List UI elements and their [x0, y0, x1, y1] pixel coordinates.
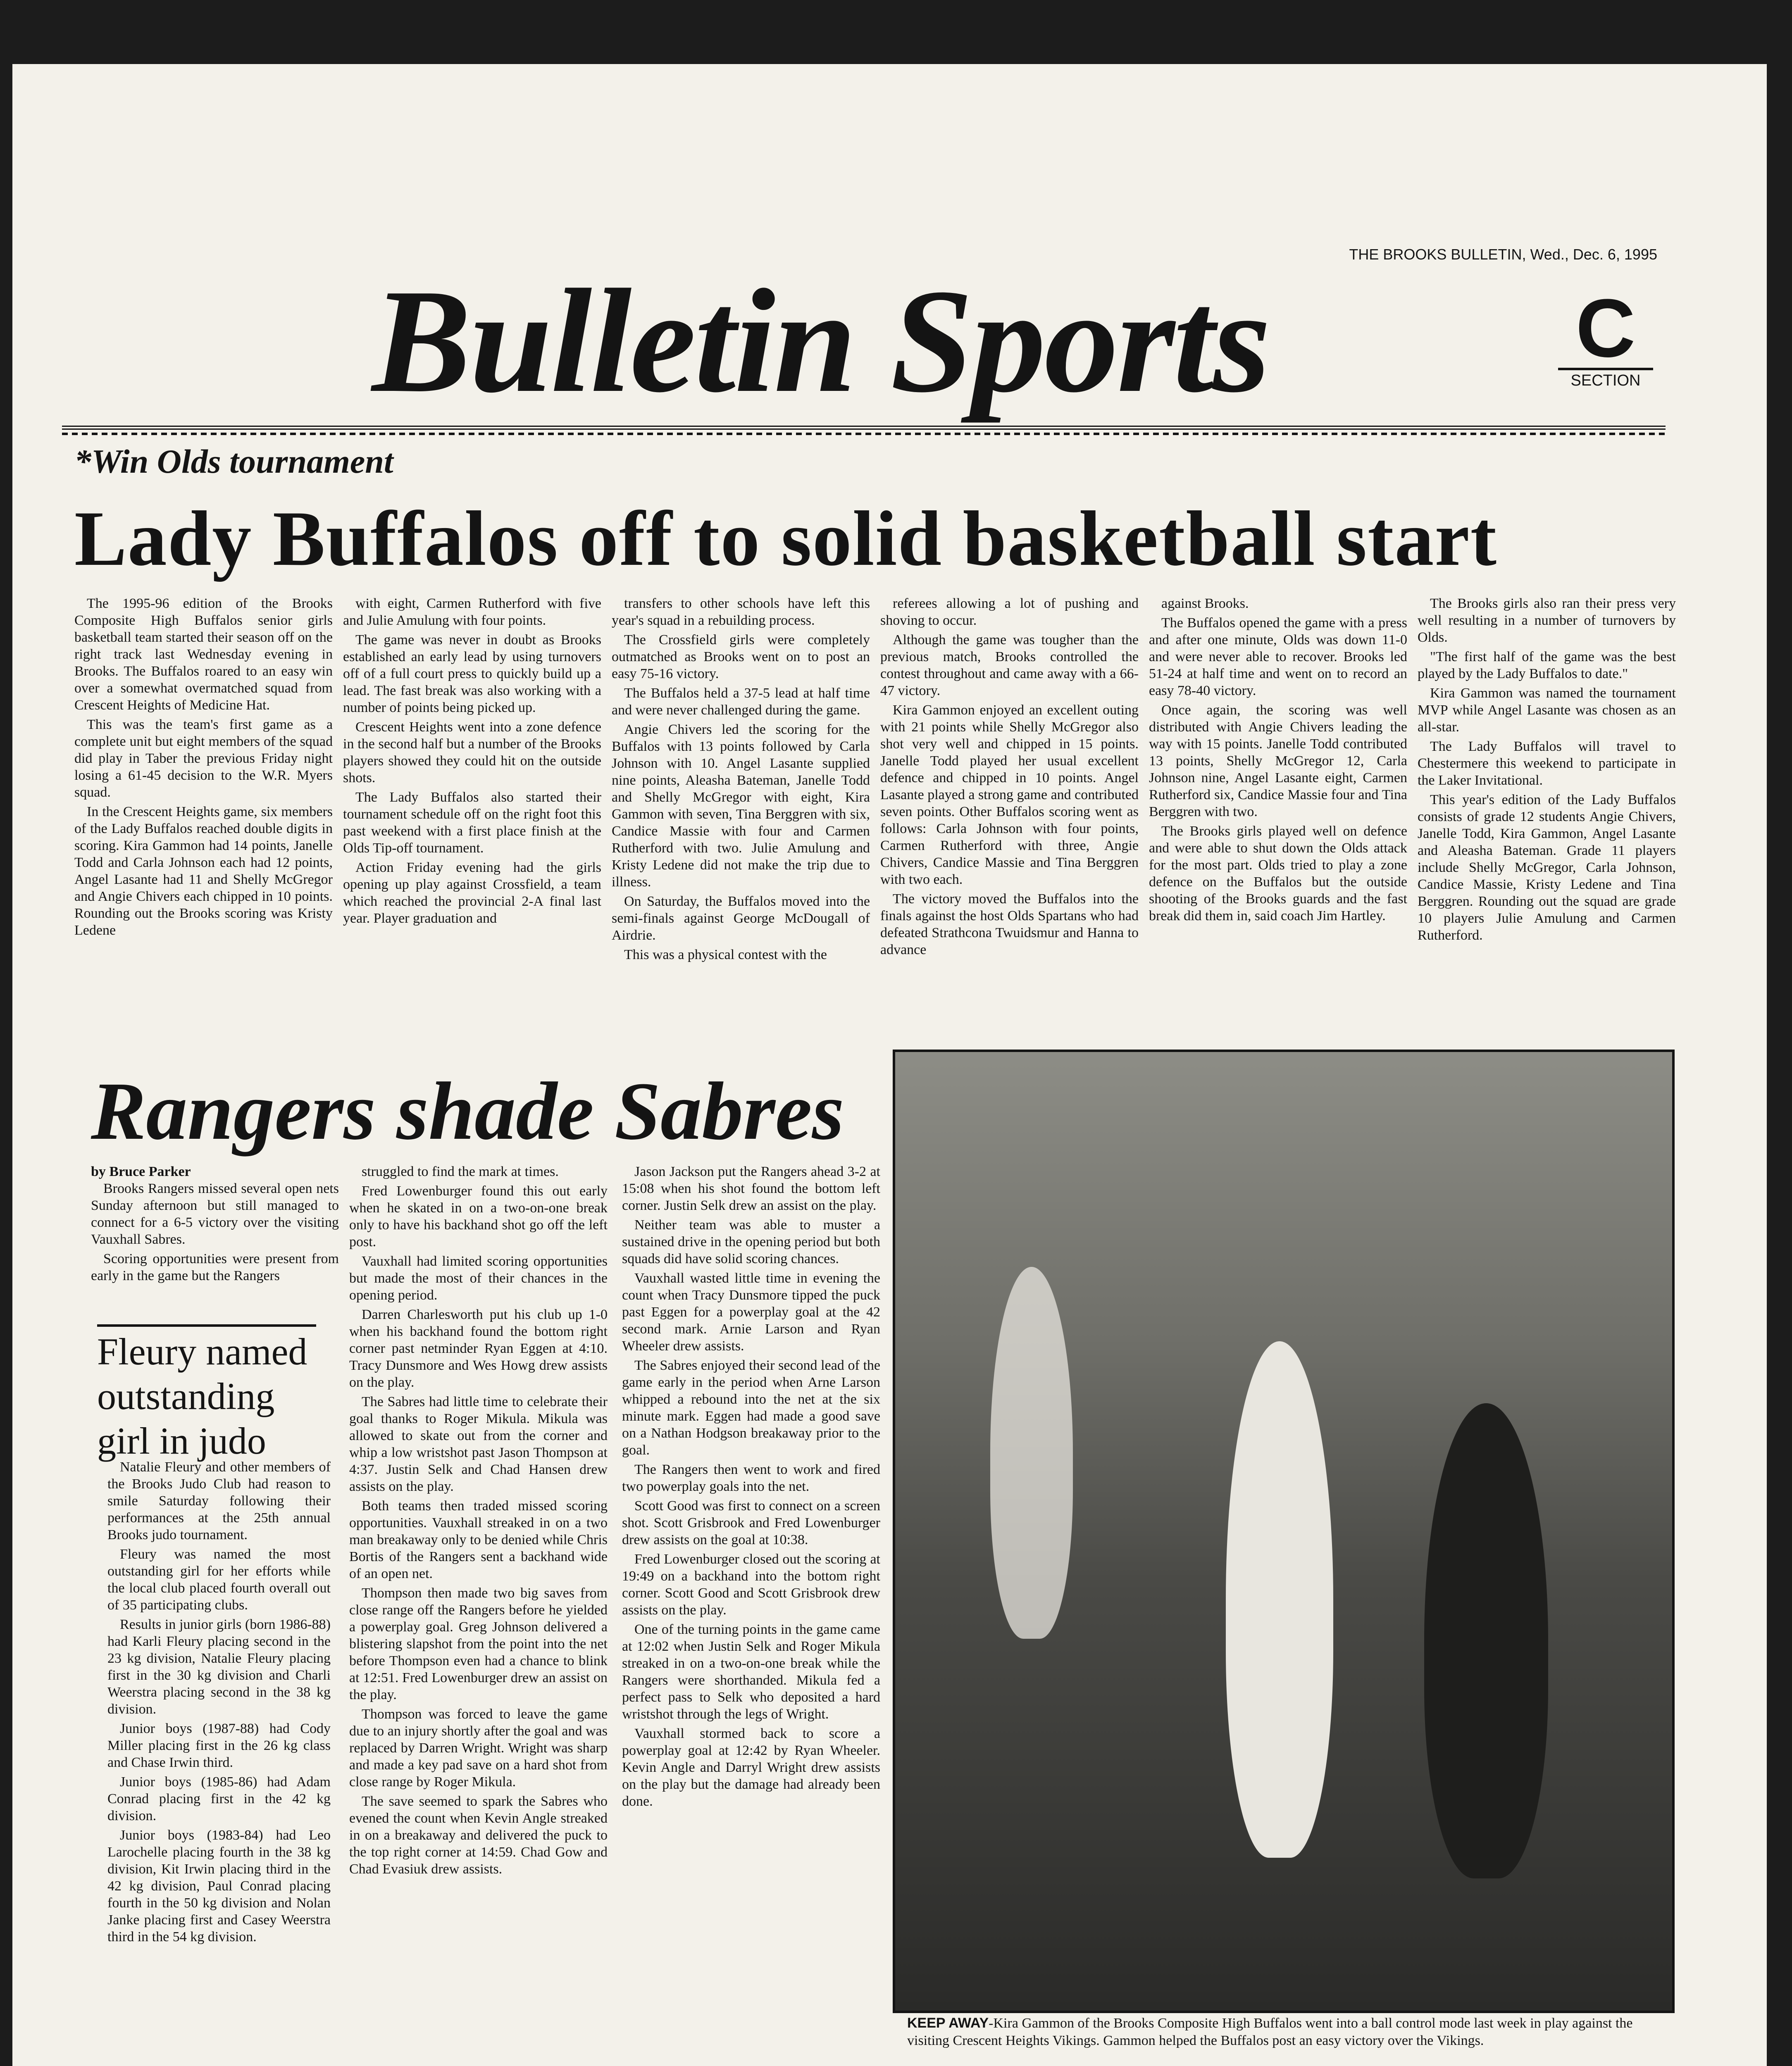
paragraph: Vauxhall wasted little time in evening the count when Tracy Dunsmore tipped the puck past Eggen for a powerplay goal at the 42 second mark. Arnie Larson and Ryan Wheeler drew assists.: [622, 1271, 880, 1354]
paragraph: Junior boys (1985-86) had Adam Conrad placing first in the 42 kg division.: [107, 1774, 331, 1823]
paragraph: Action Friday evening had the girls opening up play against Crossfield, a team which reached the provincial 2-A final last year. Player graduation and: [343, 860, 601, 926]
paragraph: The Sabres had little time to celebrate their goal thanks to Roger Mikula. Mikula was allowed to skate out from the corner and whip a low wristshot past Jason Thompson at 4:37. Justin Selk and Chad Hansen drew assists on the play.: [349, 1394, 608, 1494]
paragraph: Vauxhall had limited scoring opportunities but made the most of their chances in the opening period.: [349, 1254, 608, 1303]
byline: by Bruce Parker: [91, 1164, 191, 1179]
story1-col-2: [343, 595, 601, 929]
paragraph: Kira Gammon enjoyed an excellent outing with 21 points while Shelly McGregor also shot very well and chipped in 15 points. Janelle Todd played her usual excellent defence and chipped in 10 points. Angel Lasante played a strong game and contributed seven points. Other Buffalos scoring went as follows: Carla Johnson with four points, Carmen Rutherford with three, Angie Chivers, Candice Massie and Tina Berggren with two each.: [880, 702, 1139, 887]
story3-body: [107, 1459, 331, 1948]
paragraph: Angie Chivers led the scoring for the Buffalos with 13 points followed by Carla Johnson with 10. Angel Lasante supplied nine points, Aleasha Bateman, Janelle Todd and Shelly McGregor with eight, Kira Gammon with seven, Tina Berggren with six, Candice Massie with four and Carmen Rutherford with two. Julie Amulung and Kristy Ledene did not make the trip due to illness.: [612, 722, 870, 890]
paragraph: with eight, Carmen Rutherford with five and Julie Amulung with four points.: [343, 596, 601, 628]
newspaper-page: [12, 64, 1767, 2066]
story2-col-2: [622, 1163, 880, 1812]
story1-kicker: *Win Olds tournament: [74, 443, 393, 480]
paragraph: The Brooks girls also ran their press very well resulting in a number of turnovers by Olds.: [1418, 596, 1676, 645]
story1-col-1: [74, 595, 333, 941]
basketball-photo: [893, 1050, 1675, 2013]
photo-caption: [907, 2014, 1668, 2049]
story1-col-6: [1418, 595, 1676, 946]
paragraph: Although the game was tougher than the previous match, Brooks controlled the contest throughout and came away with a 66-47 victory.: [880, 632, 1139, 698]
paragraph: Fred Lowenburger found this out early when he skated in on a two-on-one break only to have his backhand shot go off the left post.: [349, 1183, 608, 1250]
paragraph: Thompson was forced to leave the game due to an injury shortly after the goal and was replaced by Darren Wright. Wright was sharp and made a key pad save on a hard shot from close range by Roger Mikula.: [349, 1707, 608, 1790]
story2-headline: Rangers shade Sabres: [91, 1066, 844, 1157]
story3-headline: Fleury named outstanding girl in judo: [97, 1324, 316, 1463]
paragraph: This year's edition of the Lady Buffalos consists of grade 12 students Angie Chivers, Janelle Todd, Kira Gammon, Angel Lasante and Aleasha Bateman. Grade 11 players include Shelly McGregor, Carla Johnson, Candice Massie, Kristy Ledene and Tina Berggren. Rounding out the squad are grade 10 players Julie Amulung and Carmen Rutherford.: [1418, 792, 1676, 943]
paragraph: Junior boys (1983-84) had Leo Larochelle placing fourth in the 38 kg division, Kit Irwin placing third in the 42 kg division, Paul Conrad placing fourth in the 50 kg division and Nolan Janke placing first and Casey Weerstra third in the 54 kg division.: [107, 1828, 331, 1945]
paragraph: Kira Gammon was named the tournament MVP while Angel Lasante was chosen as an all-star.: [1418, 685, 1676, 735]
story1-col-5: [1149, 595, 1407, 927]
paragraph: Junior boys (1987-88) had Cody Miller placing first in the 26 kg class and Chase Irwin third.: [107, 1721, 331, 1770]
story1-col-4: [880, 595, 1139, 961]
paragraph: The Buffalos held a 37-5 lead at half time and were never challenged during the game.: [612, 685, 870, 718]
paragraph: Fleury was named the most outstanding girl for her efforts while the local club placed fourth overall out of 35 participating clubs.: [107, 1547, 331, 1613]
story2-col-1: [349, 1163, 608, 1880]
paragraph: The Lady Buffalos will travel to Chestermere this weekend to participate in the Laker Invitational.: [1418, 739, 1676, 788]
paragraph: Natalie Fleury and other members of the Brooks Judo Club had reason to smile Saturday following their performances at the 25th annual Brooks judo tournament.: [107, 1459, 331, 1542]
paragraph: against Brooks.: [1161, 596, 1249, 611]
masthead-rule: [62, 426, 1666, 430]
dateline: THE BROOKS BULLETIN, Wed., Dec. 6, 1995: [1349, 246, 1657, 263]
caption-lead: KEEP AWAY: [907, 2015, 989, 2031]
paragraph: The Lady Buffalos also started their tournament schedule off on the right foot this past weekend with a first place finish at the Olds Tip-off tournament.: [343, 790, 601, 856]
paragraph: Vauxhall stormed back to score a powerplay goal at 12:42 by Ryan Wheeler. Kevin Angle and Darryl Wright drew assists on the play but the damage had already been done.: [622, 1726, 880, 1809]
paragraph: In the Crescent Heights game, six members of the Lady Buffalos reached double digits in scoring. Kira Gammon had 14 points, Janelle Todd and Carla Johnson each had 12 points, Angel Lasante had 11 and Shelly McGregor and Angie Chivers each chipped in 10 points. Rounding out the Brooks scoring was Kristy Ledene: [74, 804, 333, 938]
paragraph: This was the team's first game as a complete unit but eight members of the squad did play in Taber the previous Friday night losing a 61-45 decision to the W.R. Myers squad.: [74, 717, 333, 800]
caption-text: -Kira Gammon of the Brooks Composite High Buffalos went into a ball control mode last week in play against the visiting Crescent Heights Vikings. Gammon helped the Buffalos post an easy victory over the Vikings.: [907, 2016, 1633, 2048]
paragraph: The Buffalos opened the game with a press and after one minute, Olds was down 11-0 and were never able to recover. Brooks led 51-24 at half time and went on to record an easy 78-40 victory.: [1149, 615, 1407, 698]
paragraph: This was a physical contest with the: [624, 947, 827, 962]
paragraph: referees allowing a lot of pushing and shoving to occur.: [880, 596, 1139, 628]
paragraph: Darren Charlesworth put his club up 1-0 when his backhand found the bottom right corner past netminder Ryan Eggen at 4:10. Tracy Dunsmore and Wes Howg drew assists on the play.: [349, 1307, 608, 1390]
story1-headline: Lady Buffalos off to solid basketball start: [74, 495, 1498, 582]
player-dark-figure: [1424, 1403, 1548, 1878]
masthead: Bulletin Sports: [372, 258, 1269, 423]
player-background-figure: [990, 1267, 1073, 1639]
paragraph: The Brooks girls played well on defence and were able to shut down the Olds attack for the most part. Olds tried to play a zone defence on the Buffalos but the outside shooting of the Brooks guards and the fast break did them in, said coach Jim Hartley.: [1149, 824, 1407, 924]
paragraph: Once again, the scoring was well distributed with Angie Chivers leading the way with 15 points. Janelle Todd contributed 13 points, Shelly McGregor 12, Carla Johnson nine, Angel Lasante eight, Carmen Rutherford six, Candice Massie four and Tina Berggren with two.: [1149, 702, 1407, 819]
paragraph: The Sabres enjoyed their second lead of the game early in the period when Arne Larson whipped a rebound into the net at the six minute mark. Eggen had made a good save on a Nathan Hodgson breakaway prior to the goal.: [622, 1358, 880, 1458]
story1-col-3: [612, 595, 870, 966]
player-white-figure: [1226, 1341, 1333, 1858]
paragraph: Jason Jackson put the Rangers ahead 3-2 at 15:08 when his shot found the bottom left corner. Justin Selk drew an assist on the play.: [622, 1164, 880, 1213]
paragraph: Neither team was able to muster a sustained drive in the opening period but both squads did have solid scoring chances.: [622, 1217, 880, 1266]
paragraph: The Crossfield girls were completely outmatched as Brooks went on to post an easy 75-16 victory.: [612, 632, 870, 681]
paragraph: Brooks Rangers missed several open nets Sunday afternoon but still managed to connect for a 6-5 victory over the visiting Vauxhall Sabres.: [91, 1181, 339, 1247]
paragraph: One of the turning points in the game came at 12:02 when Justin Selk and Roger Mikula streaked in on a two-on-one break while the Rangers were shorthanded. Mikula fed a perfect pass to Selk who deposited a hard wristshot through the legs of Wright.: [622, 1622, 880, 1722]
paragraph: "The first half of the game was the best played by the Lady Buffalos to date.": [1418, 649, 1676, 681]
paragraph: The save seemed to spark the Sabres who evened the count when Kevin Angle streaked in on a breakaway and delivered the puck to the top right corner at 14:59. Chad Gow and Chad Evasiuk drew assists.: [349, 1794, 608, 1877]
paragraph: Fred Lowenburger closed out the scoring at 19:49 on a backhand into the bottom right corner. Scott Good and Scott Grisbrook drew assists on the play.: [622, 1552, 880, 1618]
paragraph: Scoring opportunities were present from early in the game but the Rangers: [91, 1251, 339, 1283]
section-label: SECTION: [1558, 368, 1653, 390]
paragraph: The victory moved the Buffalos into the finals against the host Olds Spartans who had defeated Strathcona Twuidsmur and Hanna to advance: [880, 891, 1139, 957]
paragraph: Thompson then made two big saves from close range off the Rangers before he yielded a powerplay goal. Greg Johnson delivered a blistering slapshot from the point into the net before Thompson even had a chance to blink at 12:51. Fred Lowenburger drew an assist on the play.: [349, 1585, 608, 1702]
paragraph: struggled to find the mark at times.: [362, 1164, 559, 1179]
masthead-dash-rule: [62, 433, 1666, 435]
section-letter: C: [1575, 282, 1636, 374]
paragraph: Scott Good was first to connect on a screen shot. Scott Grisbrook and Fred Lowenburger drew assists on the goal at 10:38.: [622, 1498, 880, 1547]
story2-lead: [91, 1163, 339, 1287]
paragraph: The Rangers then went to work and fired two powerplay goals into the net.: [622, 1462, 880, 1494]
paragraph: Both teams then traded missed scoring opportunities. Vauxhall streaked in on a two man breakaway only to be denied while Chris Bortis of the Rangers sent a backhand wide of an open net.: [349, 1498, 608, 1581]
paragraph: The 1995-96 edition of the Brooks Composite High Buffalos senior girls basketball team started their season off on the right track last Wednesday evening in Brooks. The Buffalos roared to an easy win over a somewhat overmatched squad from Crescent Heights of Medicine Hat.: [74, 596, 333, 713]
paragraph: The game was never in doubt as Brooks established an early lead by using turnovers off of a full court press to quickly build up a lead. The fast break was also working with a number of points being picked up.: [343, 632, 601, 715]
paragraph: transfers to other schools have left this year's squad in a rebuilding process.: [612, 596, 870, 628]
paragraph: Crescent Heights went into a zone defence in the second half but a number of the Brooks players showed they could hit on the outside shots.: [343, 719, 601, 785]
paragraph: On Saturday, the Buffalos moved into the semi-finals against George McDougall of Airdrie.: [612, 894, 870, 943]
paragraph: Results in junior girls (born 1986-88) had Karli Fleury placing second in the 23 kg division, Natalie Fleury placing first in the 30 kg division and Charli Weerstra placing second in the 38 kg division.: [107, 1617, 331, 1717]
